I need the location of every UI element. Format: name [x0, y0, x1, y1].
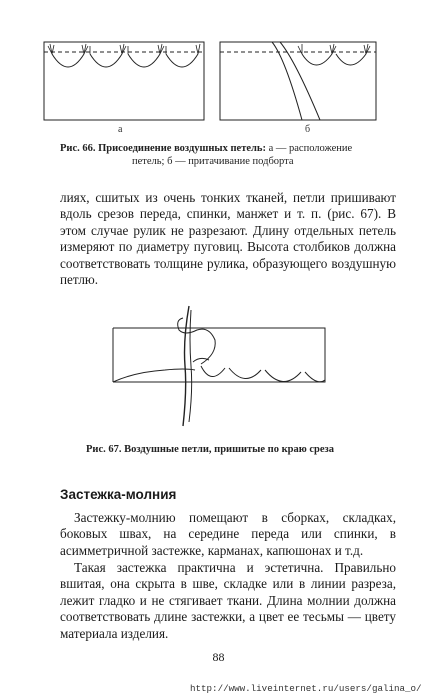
figure-66a-panel [44, 42, 204, 120]
figure-66 [40, 38, 380, 128]
figure-66b-panel [220, 42, 376, 120]
section-paragraph-2: Такая застежка практична и эстетична. Правильно вшитая, она скрыта в шве, складке или в линии разреза, лежит гладко и не стягивает ткани. Длина молнии должна соответствовать длине застежки, а цвет ее тесьмы — цвету материала изделия. [60, 560, 396, 641]
figure-67-drawing [105, 300, 335, 430]
figure-66-caption-line1: а — расположение [268, 143, 353, 154]
section-heading: Застежка-молния [60, 487, 177, 502]
body-paragraph-1: лиях, сшитых из очень тонких тканей, петли пришивают вдоль срезов переда, спинки, манжет и т. п. (рис. 67). В этом случае рулик не разрезают. Длину отдельных петель измеряют по диаметру пуговиц. Высота столбиков должна соответствовать толщине рулика, образующего воздушную петлю. [60, 190, 396, 288]
figure-66-caption-line2: петель; б — притачивание подборта [132, 156, 294, 167]
figure-66-caption [60, 142, 390, 168]
footer-url[interactable]: http://www.liveinternet.ru/users/galina_o/ [190, 683, 422, 694]
figure-66b-label: б [305, 124, 311, 135]
figure-66-drawing [40, 38, 380, 128]
figure-67-caption: Рис. 67. Воздушные петли, пришитые по краю среза [86, 444, 335, 455]
section-paragraph-1: Застежку-молнию помещают в сборках, складках, боковых швах, на середине переда или спинки, в асимметричной застежке, карманах, капюшонах и т.д. [60, 510, 396, 558]
figure-66-caption-title: Рис. 66. Присоединение воздушных петель: [60, 143, 266, 154]
figure-67 [105, 300, 335, 430]
figure-66a-label: а [118, 124, 123, 135]
page-number: 88 [212, 650, 225, 664]
